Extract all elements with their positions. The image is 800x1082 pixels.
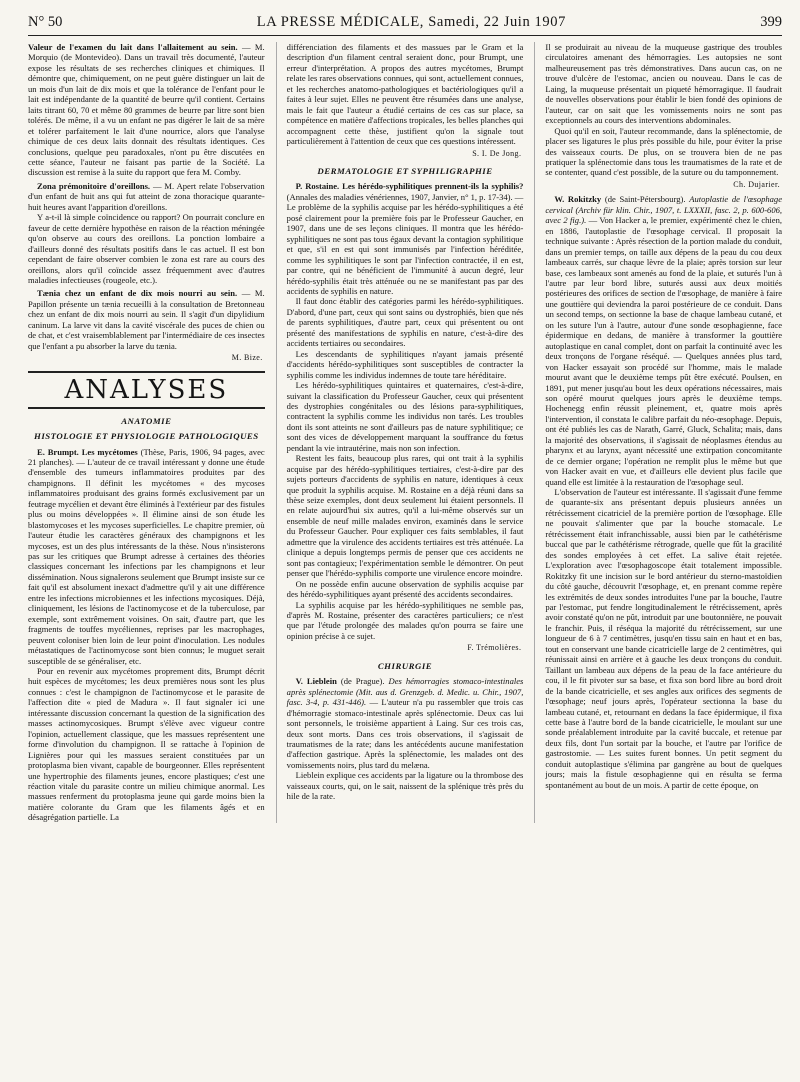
article-lieblein — [287, 676, 524, 770]
text-columns — [28, 42, 782, 823]
paragraph: Les hérédo-syphilitiques quintaires et quaternaires, c'est-à-dire, suivant la classification du Professeur Gaucher, ceux qui présentent des dystrophies congénitales ou des lésions para-syphilitiques, contractent la syphilis comme les individus non tarés. Les troubles dont ils sont atteints ne sont d'ailleurs pas de nature syphilitique; ce sont des vices de développement marquant la souffrance du fœtus pendant la vie intrautérine, mais non son infection. — [286, 380, 524, 453]
paragraph: Il se produirait au niveau de la muqueuse gastrique des troubles circulatoires amenant des hémorragies. Les autopsies ne sont malheureusement pas très démonstratives. Dans aucun cas, on ne trouve d'ulcère de l'estomac, ancien ou nouveau. Dans le cas de Laing, la muqueuse présentait un piqueté hémorragique. Il faudrait de nouvelles observations pour établir le bien fondé des opinions de l'auteur, car on sait que les vomissements noirs ne sont pas exceptionnels au cours des interventions abdominales. — [545, 42, 783, 126]
signature: S. I. De Jong. — [472, 148, 522, 158]
paragraph: Restent les faits, beaucoup plus rares, qui ont trait à la syphilis acquise par des hérédo-syphilitiques tertiaires, c'est-à-dire par des sujets porteurs d'accidents de syphilis en nature, identiques à ceux que produit la syphilis acquise. M. Rostaine en a déjà réuni dans sa thèse seize exemples, dont deux seulement lui étaient personnels. Il en relate aujourd'hui six autres, qu'il a lui-même observés sur un ensemble de neuf mille malades environ, examinés dans le service du Professeur Gaucher. Pour expliquer ces faits semblables, il faut admettre que la virulence des accidents tertiaires est très atténuée. La clinique a depuis longtemps permis de penser que ces accidents ne sont pas contagieux; l'expérimentation semble le démontrer. On peut penser que l'hérédo-syphilis comporte une virulence encore moindre. — [286, 453, 524, 579]
article-body: — M. Papillon présente un tænia recueilli à la consultation de Bretonneau chez un enfant de dix mois nourri au sein. Il s'agit d'un dipylidium caninum. La larve vit dans la cavité viscérale des puces de chien ou de chat, et c'est vraisemblablement par l'intermédiaire de ces insectes que l'enfant a pu absorber la larve du tænia. — [28, 288, 265, 351]
section-heading: DERMATOLOGIE ET SYPHILIGRAPHIE — [317, 165, 493, 176]
article-rokitzky — [545, 194, 782, 487]
paragraph: différenciation des filaments et des massues par le Gram et la description d'un filament central seraient donc, pour Brumpt, une erreur d'interprétation. A propos des autres mycétomes, Brumpt relate les rares observations connues, qui sont, actuellement connues, et les recherches anatomo-pathologiques et bactériologiques qu'il a faites à leur sujet. Elles ne peuvent être résumées dans une analyse, mais le fait que l'auteur a étudié certains de ces cas sur place, sa compétence en matière d'affections tropicales, les belles planches qui accompagnent cette thèse, justifient qu'on la signale tout particulièrement à l'attention de ceux que ces questions intéressent. — [286, 42, 524, 147]
article-body: — M. Morquio (de Montevideo). Dans un travail très documenté, l'auteur expose les résultats de ses recherches cliniques et chimiques. Il démontre que, chimiquement, on ne peut guère distinguer un lait de un mois d'un lait de dix mois et que la tolérance de l'enfant pour le lait est indépendante de la quantité de beurre qu'il contient. Certains laits titrant 60, 70 et même 80 grammes de beurre par litre sont bien tolérés. De même, il a vu un enfant ne pas digérer le lait de sa mère et tolérer parfaitement le lait d'une nourrice, alors que l'analyse chimique de ces deux laits donnait des résultats identiques. Ces conclusions, quelque peu paradoxales, n'ont pu être discutées en cette séance, l'auteur ne faisant pas partie de la Société. La discussion est remise à la suite du rapport que fera M. Comby. — [28, 42, 265, 178]
article-author-origin: (de Prague). — [336, 676, 389, 687]
signature: F. Trémolières. — [467, 643, 522, 653]
paragraph: Y a-t-il là simple coïncidence ou rapport? On pourrait conclure en faveur de cette dernière hypothèse en raison de la réaction méningée qu'on observe au cours des oreillons. La ponction lombaire a d'ailleurs donné des résultats positifs dans le cas actuel. Il est bon cependant de faire observer combien le zona est rare au cours des oreillons, alors qu'il coïncide assez fréquemment avec d'autres maladies infectieuses (rougeole, etc.). — [28, 212, 265, 285]
article-title: E. Brumpt. Les mycétomes — [37, 446, 138, 457]
article-brumpt — [28, 447, 265, 667]
page-header — [28, 14, 782, 36]
article-body: — M. Apert relate l'observation d'un enfant de huit ans qui fut atteint de zona thoracique quarante-huit heures avant l'apparition d'oreillons. — [28, 180, 265, 212]
article-body: — L'auteur n'a pu rassembler que trois cas d'hémorragie stomaco-intestinale après splénectomie. Deux cas lui sont personnels, le troisième appartient à Laing. Sur ces trois cas, deux sont morts. Dans ces trois observations, il s'agissait de traumatismes de la rate; dans les antécédents aucune manifestation d'affection gastrique. Après la splénectomie, les malades ont des vomissements noirs, plus tard du melæna. — [286, 697, 524, 770]
article-papillon — [28, 288, 265, 351]
column-middle — [276, 42, 524, 823]
paragraph: Il faut donc établir des catégories parmi les hérédo-syphilitiques. D'abord, d'une part, ceux qui sont sains ou dystrophiés, bien que nés de parents syphilitiques, d'autre part, ceux qui présentent ou ont présenté des manifestations de syphilis en nature, c'est-à-dire des accidents tertiaires ou secondaires. — [286, 296, 524, 349]
article-title: V. Lieblein — [295, 676, 337, 687]
article-reference: Des hémorragies stomaco-intestinales après splénectomie (Mit. aus d. Grenzgeb. d. Medic. u. Chir., 1907, fasc. 3-4, p. 431-446). — [286, 676, 524, 708]
paragraph: Lieblein explique ces accidents par la ligature ou la thrombose des vaisseaux courts, qui, on le sait, naissent de la splénique très près du hile de la rate. — [286, 770, 524, 802]
page-number: 399 — [760, 14, 782, 30]
article-body: (Thèse, Paris, 1906, 94 pages, avec 21 planches). — L'auteur de ce travail intéressant y donne une étude d'ensemble des tumeurs inflammatoires produites par des champignons. Il définit les mycétomes « des mycoses inflammatoires produisant des grains formés exclusivement par un feutrage mycélien et devant être éliminés à l'extérieur par des fistules plus ou moins développées ». Il élimine ainsi de son étude les blastomycoses et les mycoses superficielles. Le chapitre premier, où l'auteur étudie les caractères généraux des champignons et les mycoses, est un des plus intéressants de la thèse. Nous n'insisterons pas sur les critiques que Brumpt adresse à certaines des théories classiques concernant les infections par les champignons et leur dissémination. Nous signalerons seulement que Brumpt insiste sur ce fait qu'il est absolument inexact d'admettre qu'il y ait une différence entre les infections microbiennes et les infections mycosiques. Déjà, cliniquement, les lésions de l'actinomycose et de la tuberculose, par exemple, sont extrêmement voisines. On sait, d'autre part, que les fragments de touffes mycéliennes, reprises par les macrophages, peuvent coloniser bien loin de leur point d'inoculation. Les nodules métastatiques de l'actinomycose sont bien connus; le muguet serait susceptible de se généraliser, etc. — [28, 446, 265, 666]
article-title: Tænia chez un enfant de dix mois nourri au sein. — [37, 288, 238, 299]
analyses-heading: ANALYSES — [28, 371, 265, 409]
section-subheading: HISTOLOGIE ET PHYSIOLOGIE PATHOLOGIQUES — [33, 431, 259, 442]
paragraph: Pour en revenir aux mycétomes proprement dits, Brumpt décrit huit espèces de mycétomes; les deux premières nous sont les plus connues : c'est le champignon de l'actinomycose et le parasite de l'affection dite « pied de Madura ». Il faut signaler ici une intéressante discussion concernant la question de la signification des masses actinomycosiques. Brumpt s'élève avec vigueur contre l'opinion, actuellement classique, que les massues représentent une forme d'involution du champignon. Il se rattache à l'opinion de Lignières pour qui les massues seraient constituées par un protoplasma bien vivant, capable de bourgeonner. Elles représentent une hypertrophie des filaments jeunes, encore plastiques; c'est une réaction vitale du parasite contre un milieu chimique anormal. Les massues renferment du protoplasma jeune qui garde moins bien la matière colorante du Gram que les filaments âgés et en désagrégation partielle. La — [28, 666, 265, 823]
article-rostaine — [287, 181, 524, 296]
signature: M. Bize. — [231, 353, 263, 363]
article-body: (Annales des maladies vénériennes, 1907, Janvier, n° 1, p. 17-34). — Le problème de la syphilis acquise par les hérédo-syphilitiques a été posé clairement pour la première fois par le Professeur Gaucher, en 1907, dans une de ses leçons cliniques. Il montra que les hérédo-syphilitiques ne sont pas tous égaux devant la contagion syphilitique et que, s'il en est qui sont immunisés par l'infection héréditée, comme les syphilitiques le sont par l'infection contractée, il en est, par contre, qui ne bénéficient de l'immunité à aucun degré, leur hérédo-syphilis était très atténuée ou ne se manifestant pas par des accidents de syphilis en nature. — [286, 191, 524, 296]
section-heading: ANATOMIE — [121, 415, 172, 426]
signature: Ch. Dujarier. — [733, 179, 781, 189]
journal-title: LA PRESSE MÉDICALE, Samedi, 22 Juin 1907 — [256, 14, 566, 30]
article-title: Valeur de l'examen du lait dans l'allaitement au sein. — [28, 42, 238, 52]
paragraph: Les descendants de syphilitiques n'ayant jamais présenté d'accidents hérédo-syphilitiques sont susceptibles de contracter la syphilis comme les individus indemnes de toute tare héréditaire. — [286, 348, 524, 380]
article-title: P. Rostaine. Les hérédo-syphilitiques prennent-ils la syphilis? — [295, 181, 524, 192]
article-body: — Von Hacker a, le premier, expérimenté chez le chien, en 1886, l'autoplastie de l'œsophage cervical. Il proposait la technique suivante : Après résection de la portion malade du conduit, dans un premier temps, on taille aux dépens de la peau du cou deux lambeaux carrés, sur chaque lèvre de la plaie; après torsion sur leur base, ces lambeaux sont amenés au fond de la plaie, et suturés l'un à l'autre par leur bord libre, suturés aussi aux deux moitiés postérieures des orifices de section de l'œsophage, de manière à faire une gouttière qui deviendra la paroi postérieure de ce conduit. Dans un second temps, on sectionne la base de chaque lambeau cutané, et on les suture l'un à l'autre, autour d'une sonde œsophagienne, face épidermique en dedans, de manière à transformer la gouttière autoplastique en canal complet, dont on parfait la continuité avec les deux tronçons de l'organe réséqué. — Quelques années plus tard, von Hacker essayait son procédé sur l'homme, mais le malade mourut avant que le deuxième temps pût être exécuté. Poulsen, en 1891, put mener jusqu'au bout les deux opérations nécessaires, mais son opéré mourut quelques jours après le deuxième temps. Hochenegg enfin réussit pleinement, et, quatre mois après l'intervention, il constata le calibre parfait du néo-œsophage. Depuis, ont été publiés les cas de Narath, Garré, Gluck, Schalita; mais, dans la majorité des observations, il s'agissait de néoplasmes étendus au pharynx et au larynx, ayant nécessité une extirpation concomitante de ce dernier organe; l'opération ne remplit plus le même but que von Hacker avait en vue, et d'ailleurs elle devient plus facile que quand elle est limitée à la restauration de l'œsophage seul. — [545, 215, 783, 487]
paragraph: La syphilis acquise par les hérédo-syphilitiques ne semble pas, d'après M. Rostaine, présenter des caractères particuliers; ce n'est que par l'étude prolongée des malades qu'on pourra se faire une opinion précise à ce sujet. — [286, 599, 524, 641]
article-title: Zona prémonitoire d'oreillons. — [37, 180, 151, 191]
paragraph: On ne possède enfin aucune observation de syphilis acquise par des hérédo-syphilitiques ayant présenté des accidents secondaires. — [286, 578, 524, 600]
issue-number: N° 50 — [28, 14, 63, 30]
article-title: W. Rokitzky — [554, 194, 602, 205]
article-author-origin: (de Saint-Pétersbourg). — [601, 194, 690, 205]
column-right — [534, 42, 782, 823]
section-heading: CHIRURGIE — [377, 660, 433, 671]
column-left — [28, 42, 265, 823]
article-morquio — [28, 42, 265, 178]
paragraph: L'observation de l'auteur est intéressante. Il s'agissait d'une femme de quarante-six ans présentant depuis plusieurs années un rétrécissement cicatriciel de la première portion de l'œsophage. Elle ne pouvait s'alimenter que par la bouche stomacale. Le rétrécissement était infranchissable, aussi bien par le cathétérisme buccal que par le cathétérisme rétrograde, quelle que fût la gracilité des sondes employées à cet effet. La salive était rejetée. L'exploration avec l'œsophagoscope était totalement impossible. Rokitzky fit une incision sur le bord antérieur du sterno-mastoïdien du côté gauche, découvrit l'œsophage, et, en prenant comme repère les extrémités de deux sondes introduites l'une par la bouche, l'autre par l'estomac, put fendre longitudinalement le rétrécissement, après avoir constaté qu'on ne pût, introduit par une boutonnière, ne pouvait le franchir. Puis, il réséqua la majorité du rétrécissement, sur une longueur de 6 à 7 centimètres, jusqu'en tissu sain en haut et en bas, tout en conservant une bande cicatricielle large de 2 centimètres, qui réunissait ainsi en arrière et à gauche les deux tronçons du conduit. Taillant un lambeau aux dépens de la peau de la face antérieure du cou, il le fit pivoter sur sa base, et fixa son bord libre au bord droit de la bande cicatricielle, et ses angles aux orifices des segments de l'œsophage; neuf jours après, l'opérateur sectionna la base du lambeau cutané, et, retournant en dedans la face épidermique, il fixa cette base à l'autre bord de la bande cicatricielle, le moulant sur une sonde préalablement introduite par la cavité buccale, et retenue par deux fils, dont l'un sortait par la bouche, et l'autre par l'orifice de gastrostomie. — Les suites furent bonnes. Un petit segment du conduit autoplastique s'élimina par gangrène au bout de quelques jours; mais la fistule œsophagienne qui en résulta se ferma spontanément au bout de un mois. A partir de cette époque, on — [545, 487, 783, 790]
article-apert — [28, 181, 265, 212]
paragraph: Quoi qu'il en soit, l'auteur recommande, dans la splénectomie, de placer ses ligatures le plus près possible du hile, pour éviter la prise des vaisseaux courts. De plus, on se trouvera bien de ne pas pratiquer la splénectomie dans tous les traumatismes de la rate et de se contenter, quand c'est possible, de la suture ou du tamponnement. — [545, 125, 783, 178]
article-reference: Autoplastie de l'œsophage cervical (Archiv für klin. Chir., 1907, t. LXXXII, fasc. 2, p. 600-606, avec 2 fig.). — [545, 194, 783, 226]
